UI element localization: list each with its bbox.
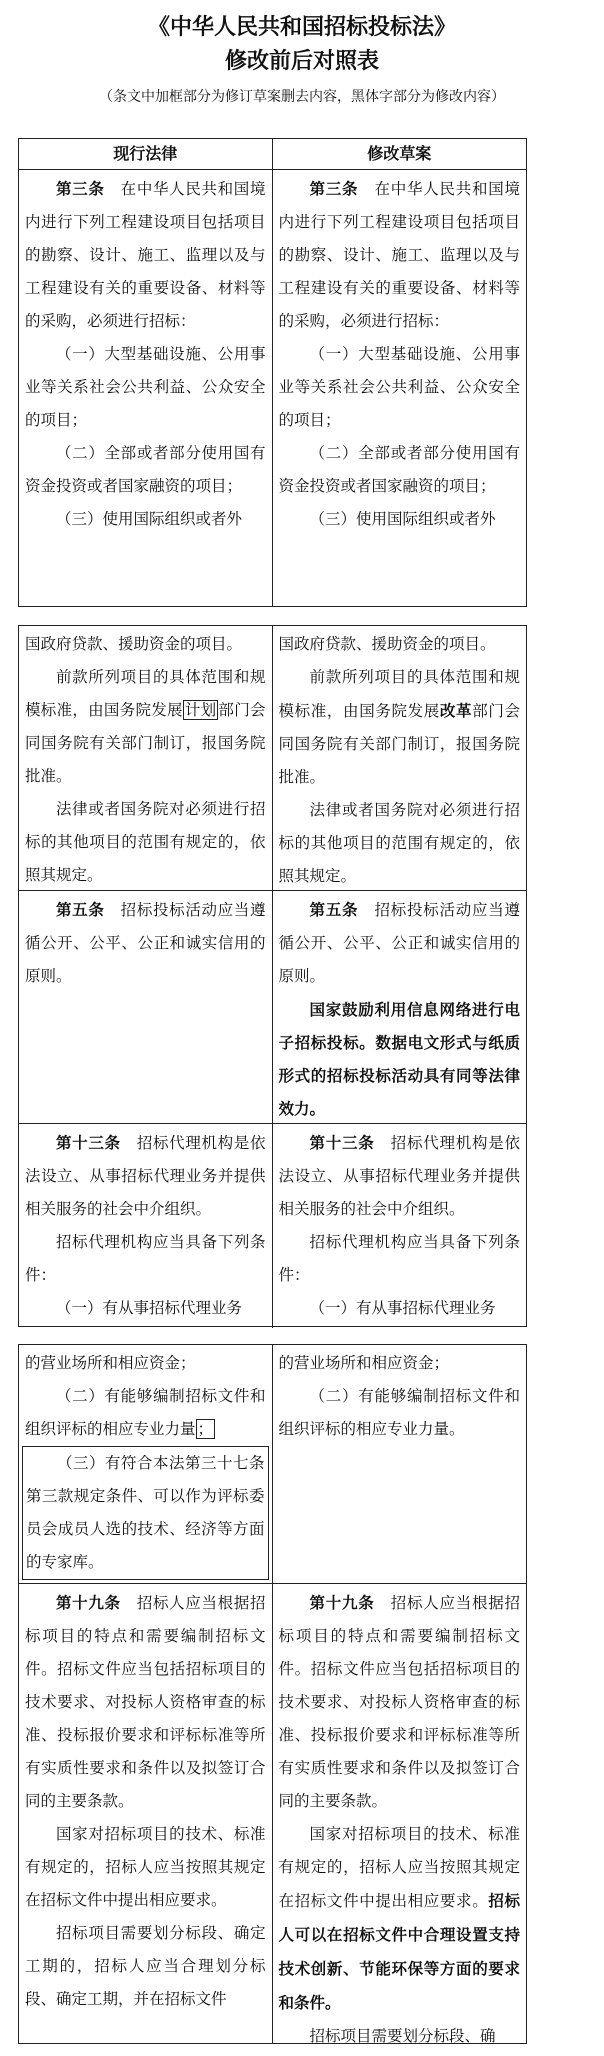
added-text: 改革	[439, 701, 473, 720]
article-label: 第三条	[309, 179, 359, 198]
article-label: 第十三条	[56, 1133, 121, 1152]
added-text: 招标人可以在招标文件中合理设置支持技术创新、节能环保等方面的要求和条件。	[278, 1891, 520, 2012]
document-title: 《中华人民共和国招标投标法》	[147, 14, 456, 40]
table-row-article-13	[19, 1123, 526, 1328]
article-label: 第十九条	[309, 1593, 375, 1612]
article-label: 第十三条	[309, 1133, 375, 1152]
draft-article-19: 第十九条 招标人应当根据招标项目的特点和需要编制招标文件。招标文件应当包括招标项目的技术要求、对投标人资格审查的标准、投标报价要求和评标标准等所有实质性要求和条件以及拟签订合同的主要条款。 国家对招标项目的技术、标准有规定的，招标人应当按照其规定在招标文件中提出相应要求。招标人可以在招标文件中合理设置支持技术创新、节能环保等方面的要求和条件。 招标项目需要划分标段、确	[278, 1593, 520, 2044]
table-row-article-5	[19, 890, 526, 1123]
table-row-article-19	[19, 1583, 526, 2044]
comparison-table-part-1	[18, 138, 527, 607]
document-subtitle: 修改前后对照表	[224, 48, 379, 74]
article-label: 第五条	[309, 900, 359, 919]
table-row-article-13-cont	[19, 1345, 526, 1583]
current-article-19: 第十九条 招标人应当根据招标项目的特点和需要编制招标文件。招标文件应当包括招标项目的技术要求、对投标人资格审查的标准、投标报价要求和评标标准等所有实质性要求和条件以及拟签订合同的主要条款。 国家对招标项目的技术、标准有规定的，招标人应当按照其规定在招标文件中提出相应要求。 招标项目需要划分标段、确定工期的，招标人应当合理划分标段、确定工期，并在招标文件	[19, 1584, 273, 2044]
removed-text-box: （三）有符合本法第三十七条第三款规定条件、可以作为评标委员会成员人选的技术、经济等方面的专家库。	[22, 1446, 269, 1580]
current-article-3: 第三条 在中华人民共和国境内进行下列工程建设项目包括项目的勘察、设计、施工、监理以及与工程建设有关的重要设备、材料等的采购，必须进行招标： （一）大型基础设施、公用事业等关系社会公共利益、公众安全的项目； （二）全部或者部分使用国有资金投资或者国家融资的项目； （三）使用国际组织或者外	[19, 170, 273, 607]
removed-text-box: 计划	[184, 701, 217, 719]
table-row-article-3	[19, 169, 526, 607]
draft-article-13-cont: 的营业场所和相应资金； （二）有能够编制招标文件和组织评标的相应专业力量。	[278, 1354, 520, 1438]
draft-article-13: 第十三条 招标代理机构是依法设立、从事招标代理业务并提供相关服务的社会中介组织。 招标代理机构应当具备下列条件： （一）有从事招标代理业务	[278, 1133, 520, 1317]
current-article-3-cont: 国政府贷款、援助资金的项目。 前款所列项目的具体范围和规模标准，由国务院发展 计划 部门会同国务院有关部门制订，报国务院批准。 法律或者国务院对必须进行招标的其他项目的范围有规定的，依照其规定。	[19, 626, 273, 890]
document-note: （条文中加框部分为修订草案删去内容，黑体字部分为修改内容）	[99, 89, 505, 105]
table-row-article-3-cont	[19, 626, 526, 890]
draft-article-3-cont: 国政府贷款、援助资金的项目。 前款所列项目的具体范围和规模标准，由国务院发展改革部门会同国务院有关部门制订，报国务院批准。 法律或者国务院对必须进行招标的其他项目的范围有规定的，依照其规定。	[278, 635, 520, 885]
comparison-table-part-2	[18, 625, 527, 1327]
header-draft: 修改草案	[367, 144, 432, 163]
removed-text-box: ；	[197, 1420, 214, 1438]
header-current-law: 现行法律	[19, 139, 273, 169]
current-article-13: 第十三条 招标代理机构是依法设立、从事招标代理业务并提供相关服务的社会中介组织。 招标代理机构应当具备下列条件： （一）有从事招标代理业务	[19, 1124, 273, 1328]
draft-article-3: 第三条 在中华人民共和国境内进行下列工程建设项目包括项目的勘察、设计、施工、监理以及与工程建设有关的重要设备、材料等的采购，必须进行招标： （一）大型基础设施、公用事业等关系社会公共利益、公众安全的项目； （二）全部或者部分使用国有资金投资或者国家融资的项目； （三）使用国际组织或者外	[278, 179, 520, 528]
current-article-13-cont: 的营业场所和相应资金； （二）有能够编制招标文件和组织评标的相应专业力量 ； （三）有符合本法第三十七条第三款规定条件、可以作为评标委员会成员人选的技术、经济等方面的专家库。	[19, 1345, 273, 1583]
added-text: 国家鼓励利用信息网络进行电子招标投标。数据电文形式与纸质形式的招标投标活动具有同等法律效力。	[278, 1000, 520, 1118]
current-article-5: 第五条 招标投标活动应当遵循公开、公平、公正和诚实信用的原则。	[19, 891, 273, 1123]
comparison-table-part-3	[18, 1344, 527, 2044]
draft-article-5: 第五条 招标投标活动应当遵循公开、公平、公正和诚实信用的原则。 国家鼓励利用信息网络进行电子招标投标。数据电文形式与纸质形式的招标投标活动具有同等法律效力。	[273, 891, 527, 1123]
article-label: 第三条	[56, 179, 105, 198]
article-label: 第十九条	[56, 1593, 121, 1612]
article-label: 第五条	[56, 900, 105, 919]
table-header-row	[19, 139, 526, 169]
